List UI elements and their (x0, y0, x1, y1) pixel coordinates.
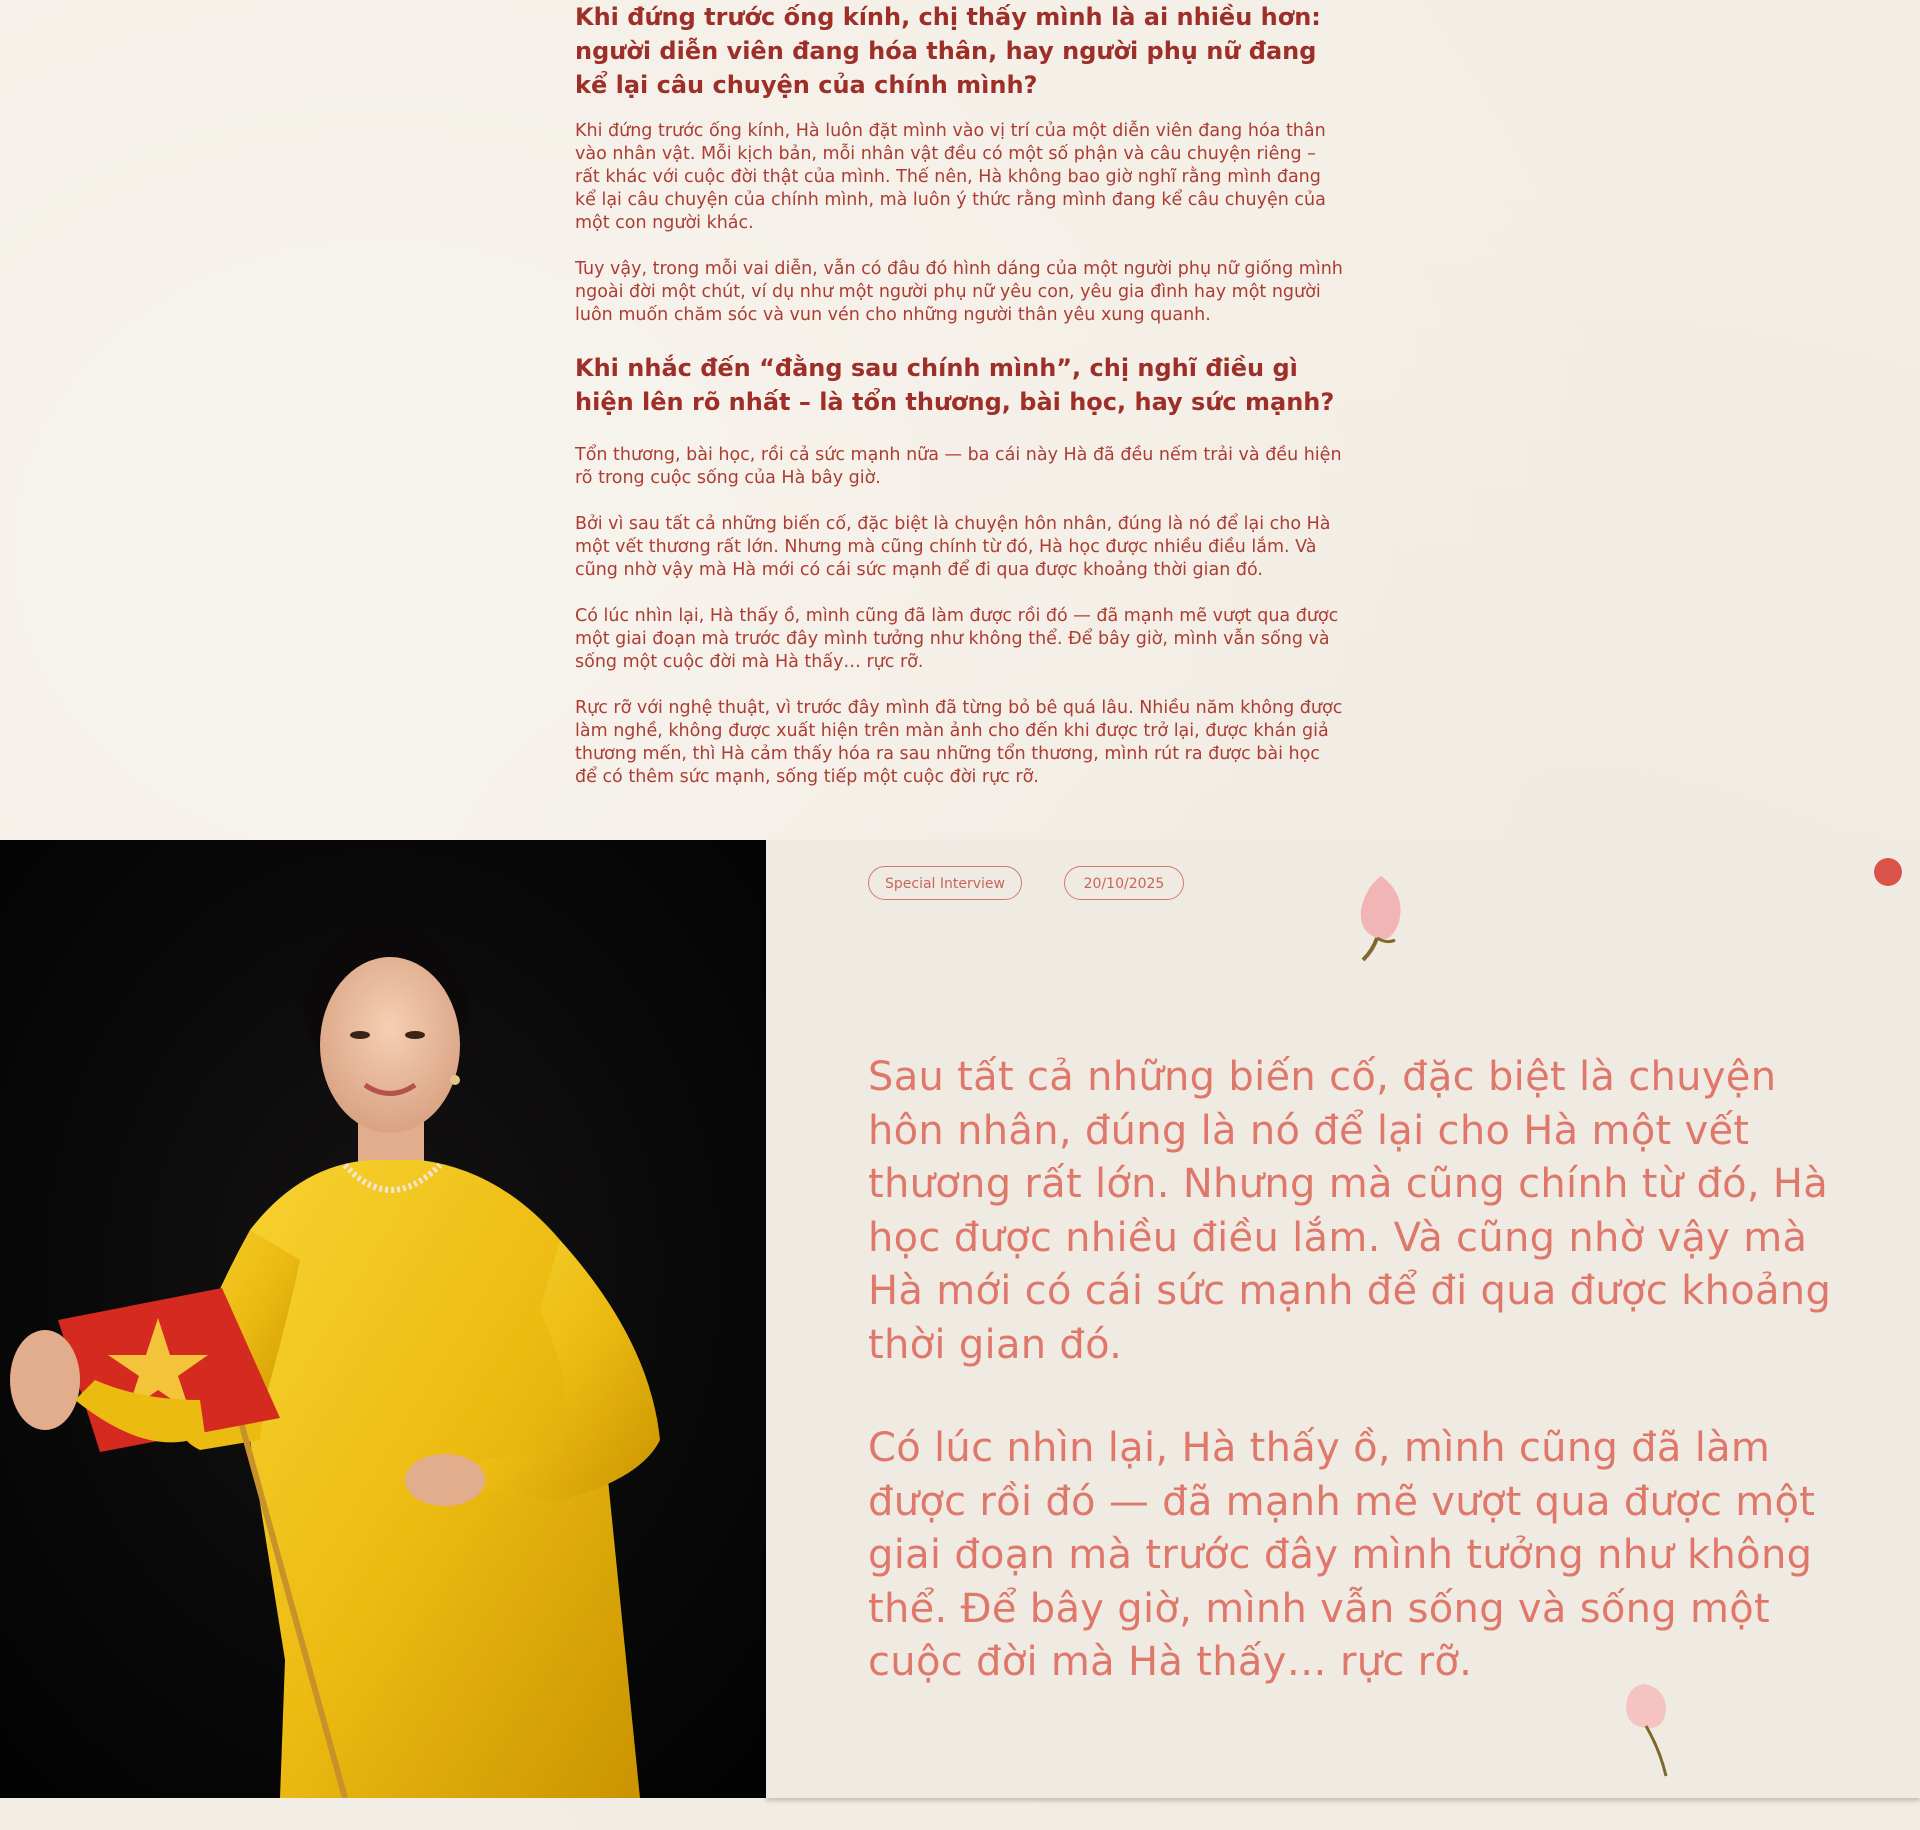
portrait-illustration (0, 840, 766, 1798)
answer-paragraph-1: Khi đứng trước ống kính, Hà luôn đặt mình vào vị trí của một diễn viên đang hóa thân vào nhân vật. Mỗi kịch bản, mỗi nhân vật đều có một số phận và câu chuyện riêng – rất khác với cuộc đời thật của mình. Thế nên, Hà không bao giờ nghĩ rằng mình đang kể lại câu chuyện của chính mình, mà luôn ý thức rằng mình đang kể câu chuyện của một con người khác. (575, 121, 1326, 233)
cherry-blossom-petal-icon (1616, 1680, 1686, 1780)
red-dot-icon (1874, 858, 1902, 886)
pull-quote-2: Có lúc nhìn lại, Hà thấy ồ, mình cũng đã làm được rồi đó — đã mạnh mẽ vượt qua được một giai đoạn mà trước đây mình tưởng như không thể. Để bây giờ, mình vẫn sống và sống một cuộc đời mà Hà thấy… rực rỡ. (868, 1425, 1816, 1685)
interview-question-2: Khi nhắc đến “đằng sau chính mình”, chị nghĩ điều gì hiện lên rõ nhất – là tổn thương, bài học, hay sức mạnh? (575, 354, 1335, 416)
answer-paragraph-4: Bởi vì sau tất cả những biến cố, đặc biệt là chuyện hôn nhân, đúng là nó để lại cho Hà một vết thương rất lớn. Nhưng mà cũng chính từ đó, Hà học được nhiều điều lắm. Và cũng nhờ vậy mà Hà mới có cái sức mạnh để đi qua được khoảng thời gian đó. (575, 514, 1331, 580)
pull-quote-panel (766, 840, 1920, 1798)
date-tag: 20/10/2025 (1064, 866, 1184, 900)
answer-paragraph-2: Tuy vậy, trong mỗi vai diễn, vẫn có đâu đó hình dáng của một người phụ nữ giống mình ngoài đời một chút, ví dụ như một người phụ nữ yêu con, yêu gia đình hay một người luôn muốn chăm sóc và vun vén cho những người thân yêu xung quanh. (575, 259, 1343, 325)
pull-quote-1: Sau tất cả những biến cố, đặc biệt là chuyện hôn nhân, đúng là nó để lại cho Hà một vết thương rất lớn. Nhưng mà cũng chính từ đó, Hà học được nhiều điều lắm. Và cũng nhờ vậy mà Hà mới có cái sức mạnh để đi qua được khoảng thời gian đó. (868, 1054, 1832, 1368)
cherry-blossom-petal-icon (1351, 874, 1411, 964)
answer-paragraph-6: Rực rỡ với nghệ thuật, vì trước đây mình đã từng bỏ bê quá lâu. Nhiều năm không được làm nghề, không được xuất hiện trên màn ảnh cho đến khi được trở lại, được khán giả thương mến, thì Hà cảm thấy hóa ra sau những tổn thương, mình rút ra được bài học để có thêm sức mạnh, sống tiếp một cuộc đời rực rỡ. (575, 698, 1343, 787)
feature-section (0, 840, 1920, 1800)
answer-paragraph-5: Có lúc nhìn lại, Hà thấy ồ, mình cũng đã làm được rồi đó — đã mạnh mẽ vượt qua được một giai đoạn mà trước đây mình tưởng như không thể. Để bây giờ, mình vẫn sống và sống một cuộc đời mà Hà thấy… rực rỡ. (575, 606, 1339, 672)
answer-paragraph-3: Tổn thương, bài học, rồi cả sức mạnh nữa — ba cái này Hà đã đều nếm trải và đều hiện rõ trong cuộc sống của Hà bây giờ. (575, 445, 1342, 488)
portrait-photo (0, 840, 766, 1798)
interview-question-1: Khi đứng trước ống kính, chị thấy mình là ai nhiều hơn: người diễn viên đang hóa thân, hay người phụ nữ đang kể lại câu chuyện của chính mình? (575, 3, 1321, 99)
category-tag[interactable]: Special Interview (868, 866, 1022, 900)
